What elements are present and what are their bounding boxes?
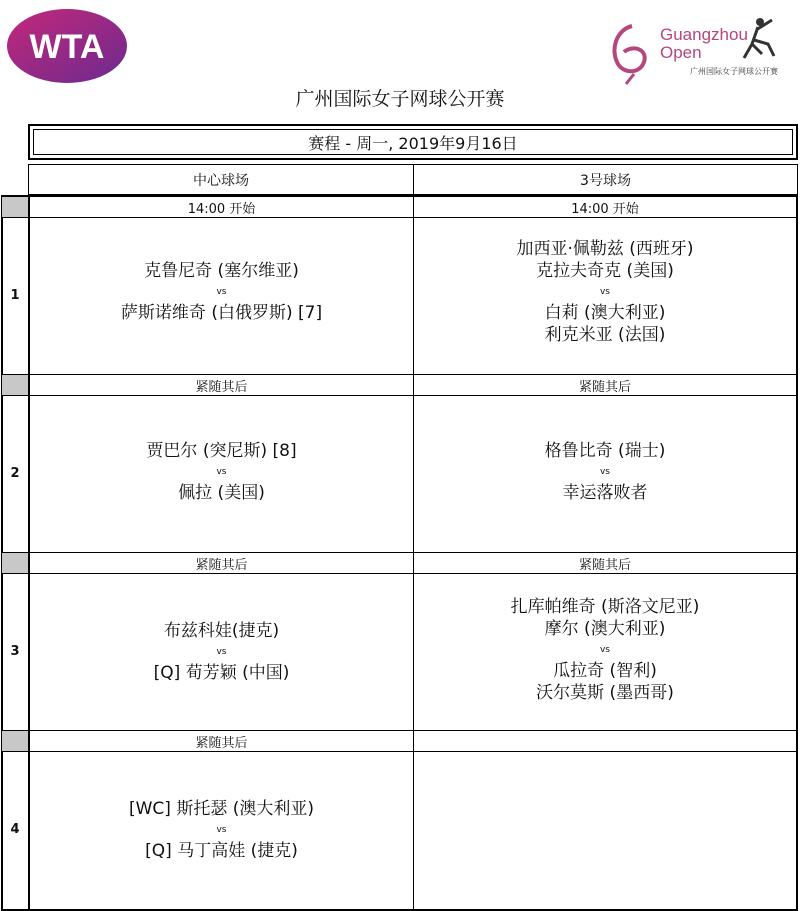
player: [Q] 马丁高娃 (捷克)	[145, 841, 298, 861]
guangzhou-open-logo	[604, 20, 784, 86]
player: 白莉 (澳大利亚)	[544, 303, 666, 323]
time-slot-center-3: 紧随其后	[195, 557, 248, 573]
schedule-header	[28, 124, 798, 160]
player: 扎库帕维奇 (斯洛文尼亚)	[510, 597, 700, 617]
player: [Q] 荀芳颖 (中国)	[153, 663, 290, 683]
player: 克鲁尼奇 (塞尔维亚)	[144, 261, 299, 281]
player: 沃尔莫斯 (墨西哥)	[536, 683, 674, 703]
wta-logo-text: WTA	[29, 28, 105, 66]
vs-label: vs	[216, 287, 227, 297]
row-number: 3	[10, 644, 20, 659]
player: 克拉夫奇克 (美国)	[536, 261, 674, 281]
row-number: 2	[10, 466, 20, 481]
time-slot-center-1: 14:00 开始	[187, 201, 256, 217]
match-center-4	[30, 798, 413, 862]
vs-label: vs	[216, 825, 227, 835]
match-court3-2	[414, 440, 796, 504]
player: 幸运落败者	[562, 483, 648, 503]
player: 贾巴尔 (突尼斯) [8]	[146, 441, 297, 461]
match-center-2	[30, 440, 413, 504]
page-title: 广州国际女子网球公开赛	[295, 88, 505, 110]
player: 格鲁比奇 (瑞士)	[544, 441, 666, 461]
player: 摩尔 (澳大利亚)	[544, 619, 666, 639]
row-number: 1	[10, 288, 20, 303]
vs-label: vs	[599, 645, 610, 655]
guangzhou-logo-line1: Guangzhou	[660, 25, 748, 44]
player: 利克米亚 (法国)	[544, 325, 666, 345]
match-center-1	[30, 260, 413, 324]
player: 萨斯诺维奇 (白俄罗斯) [7]	[120, 303, 323, 323]
court-header-3: 3号球场	[413, 164, 798, 195]
time-slot-court3-3: 紧随其后	[578, 557, 631, 573]
time-slot-center-2: 紧随其后	[195, 379, 248, 395]
match-center-3	[30, 620, 413, 684]
schedule-date: 赛程 - 周一, 2019年9月16日	[33, 129, 793, 155]
time-slot-court3-4	[414, 731, 796, 751]
match-court3-1	[414, 238, 796, 346]
player: 瓜拉奇 (智利)	[553, 661, 657, 681]
vs-label: vs	[216, 647, 227, 657]
time-slot-court3-2: 紧随其后	[578, 379, 631, 395]
player: [WC] 斯托瑟 (澳大利亚)	[128, 799, 315, 819]
vs-label: vs	[599, 467, 610, 477]
wta-logo	[6, 8, 128, 85]
match-court3-3	[414, 596, 796, 704]
player: 佩拉 (美国)	[178, 483, 265, 503]
time-slot-court3-1: 14:00 开始	[571, 201, 639, 217]
time-slot-center-4: 紧随其后	[195, 735, 248, 751]
row-number: 4	[10, 822, 20, 837]
player: 加西亚·佩勒兹 (西班牙)	[516, 239, 694, 259]
player: 布兹科娃(捷克)	[163, 621, 280, 641]
guangzhou-logo-subtitle: 广州国际女子网球公开赛	[690, 67, 778, 76]
court-header-center: 中心球场	[28, 164, 414, 195]
vs-label: vs	[216, 467, 227, 477]
vs-label: vs	[599, 287, 610, 297]
guangzhou-logo-line2: Open	[660, 43, 702, 62]
